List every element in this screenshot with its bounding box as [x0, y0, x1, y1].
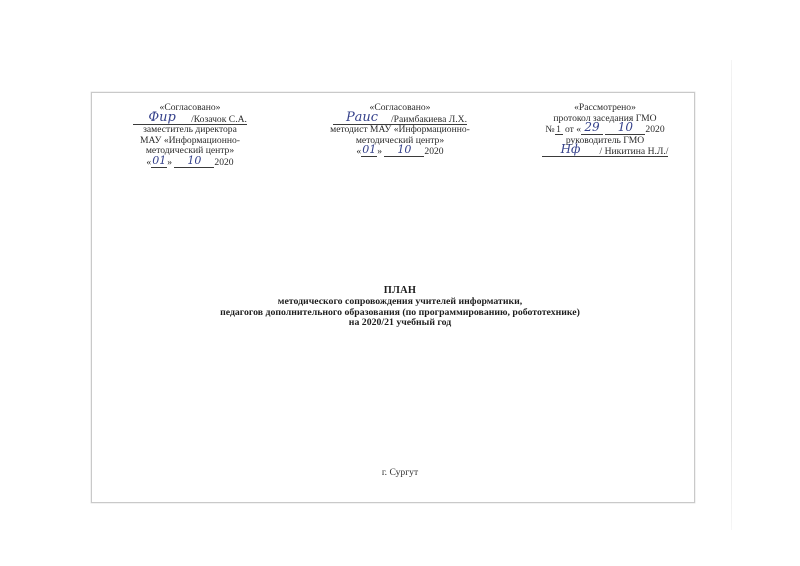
position-line: методический центр» — [145, 145, 235, 157]
approval-block-methodist — [300, 103, 500, 158]
signature-field — [542, 142, 600, 157]
date-month: 10 — [397, 143, 412, 157]
signature-line — [525, 142, 685, 158]
date-month: 10 — [187, 153, 202, 167]
signature-field — [333, 109, 391, 125]
signature-field — [133, 109, 191, 125]
protocol-month: 10 — [617, 120, 634, 135]
scan-edge-line — [731, 60, 732, 530]
protocol-label: протокол заседания ГМО — [553, 112, 657, 124]
position-line: методический центр» — [355, 134, 445, 146]
position-line: МАУ «Информационно- — [140, 134, 240, 146]
title-line-2: педагогов дополнительного образования (по программированию, робототехнике) — [220, 306, 580, 318]
approval-date: «01» 10 2020 — [356, 143, 444, 158]
signer-name: /Раимбакиева Л.Х. — [391, 113, 467, 125]
title-line-3: на 2020/21 учебный год — [348, 317, 452, 329]
approval-heading: «Согласовано» — [369, 102, 431, 113]
signer-name: / Никитина Н.Л./ — [599, 146, 669, 158]
protocol-year: 2020 — [645, 124, 665, 136]
date-year: 2020 — [424, 146, 444, 158]
city-label: г. Сургут — [381, 467, 419, 478]
approval-date: «01» 10 2020 — [146, 153, 234, 168]
handwritten-signature: Нф — [560, 142, 581, 157]
title-line-1: методического сопровождения учителей информатики, — [277, 295, 523, 307]
signer-name: /Козачок С.А. — [191, 113, 247, 125]
title-main: ПЛАН — [383, 285, 417, 296]
approval-heading: «Рассмотрено» — [574, 102, 636, 113]
approval-block-gmo — [525, 103, 685, 158]
document-title — [150, 286, 650, 329]
approval-block-deputy-director — [120, 103, 260, 169]
handwritten-signature: Раис — [345, 109, 379, 125]
approval-heading: «Согласовано» — [159, 102, 221, 113]
protocol-number: 1 — [556, 124, 561, 136]
handwritten-signature: Фир — [148, 109, 176, 125]
date-year: 2020 — [214, 156, 234, 168]
position-line: заместитель директора — [143, 124, 237, 136]
protocol-day: 29 — [584, 120, 600, 135]
role-label: руководитель ГМО — [565, 134, 645, 146]
date-day: 01 — [362, 143, 377, 157]
date-day: 01 — [152, 153, 167, 167]
position-line: методист МАУ «Информационно- — [330, 124, 470, 136]
protocol-number-date: № 1 от « 29 10 2020 — [545, 120, 665, 136]
